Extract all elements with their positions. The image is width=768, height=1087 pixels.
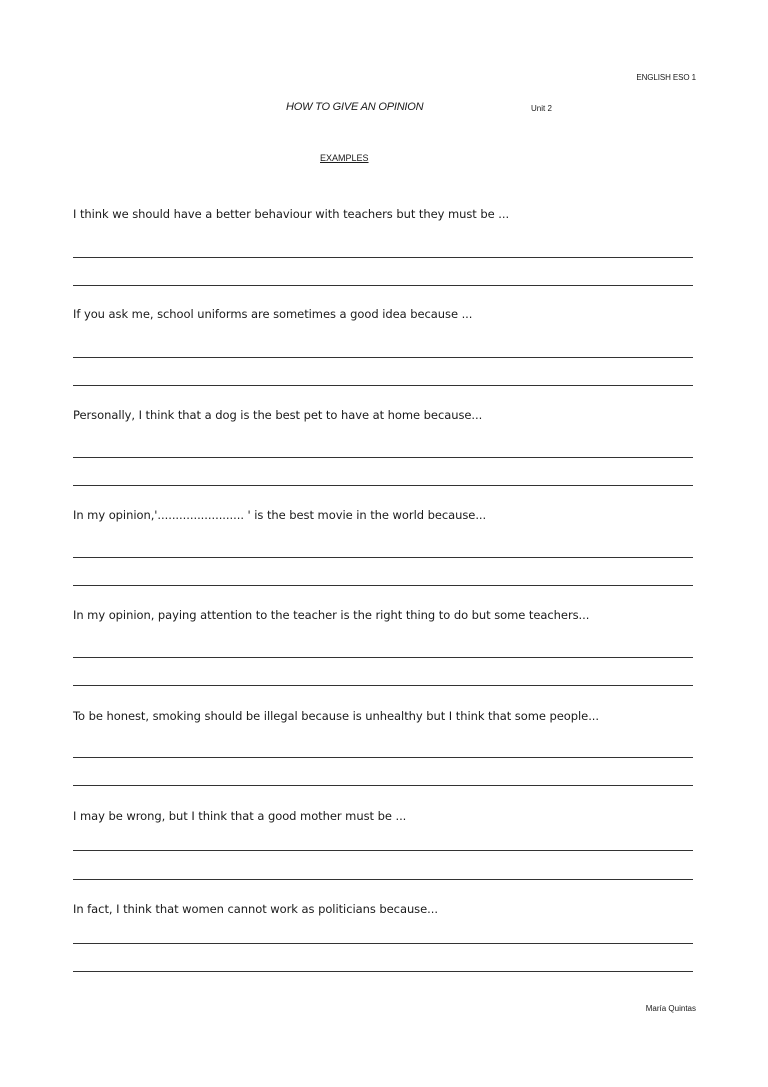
answer-line — [73, 357, 693, 358]
prompt-8: In fact, I think that women cannot work as politicians because... — [73, 902, 438, 916]
prompt-1: I think we should have a better behaviour with teachers but they must be ... — [73, 207, 510, 221]
prompt-4: In my opinion,'........................ ' is the best movie in the world because... — [73, 508, 487, 522]
prompt-7: I may be wrong, but I think that a good mother must be ... — [73, 809, 407, 823]
answer-line — [73, 257, 693, 258]
answer-line — [73, 685, 693, 686]
prompt-3: Personally, I think that a dog is the best pet to have at home because... — [73, 408, 483, 422]
answer-line — [73, 757, 693, 758]
answer-line — [73, 585, 693, 586]
answer-line — [73, 850, 693, 851]
answer-line — [73, 485, 693, 486]
answer-line — [73, 785, 693, 786]
answer-line — [73, 657, 693, 658]
answer-line — [73, 557, 693, 558]
unit-label: Unit 2 — [531, 104, 552, 113]
answer-line — [73, 943, 693, 944]
author-footer: María Quintas — [645, 1004, 696, 1013]
page-title: HOW TO GIVE AN OPINION — [286, 101, 424, 113]
prompt-2: If you ask me, school uniforms are sometimes a good idea because ... — [73, 307, 473, 321]
course-label: ENGLISH ESO 1 — [636, 73, 696, 82]
prompt-6: To be honest, smoking should be illegal because is unhealthy but I think that some people... — [73, 709, 600, 723]
answer-line — [73, 285, 693, 286]
answer-line — [73, 385, 693, 386]
answer-line — [73, 457, 693, 458]
prompt-5: In my opinion, paying attention to the teacher is the right thing to do but some teachers... — [73, 608, 590, 622]
answer-line — [73, 971, 693, 972]
section-heading: EXAMPLES — [320, 153, 369, 163]
answer-line — [73, 879, 693, 880]
